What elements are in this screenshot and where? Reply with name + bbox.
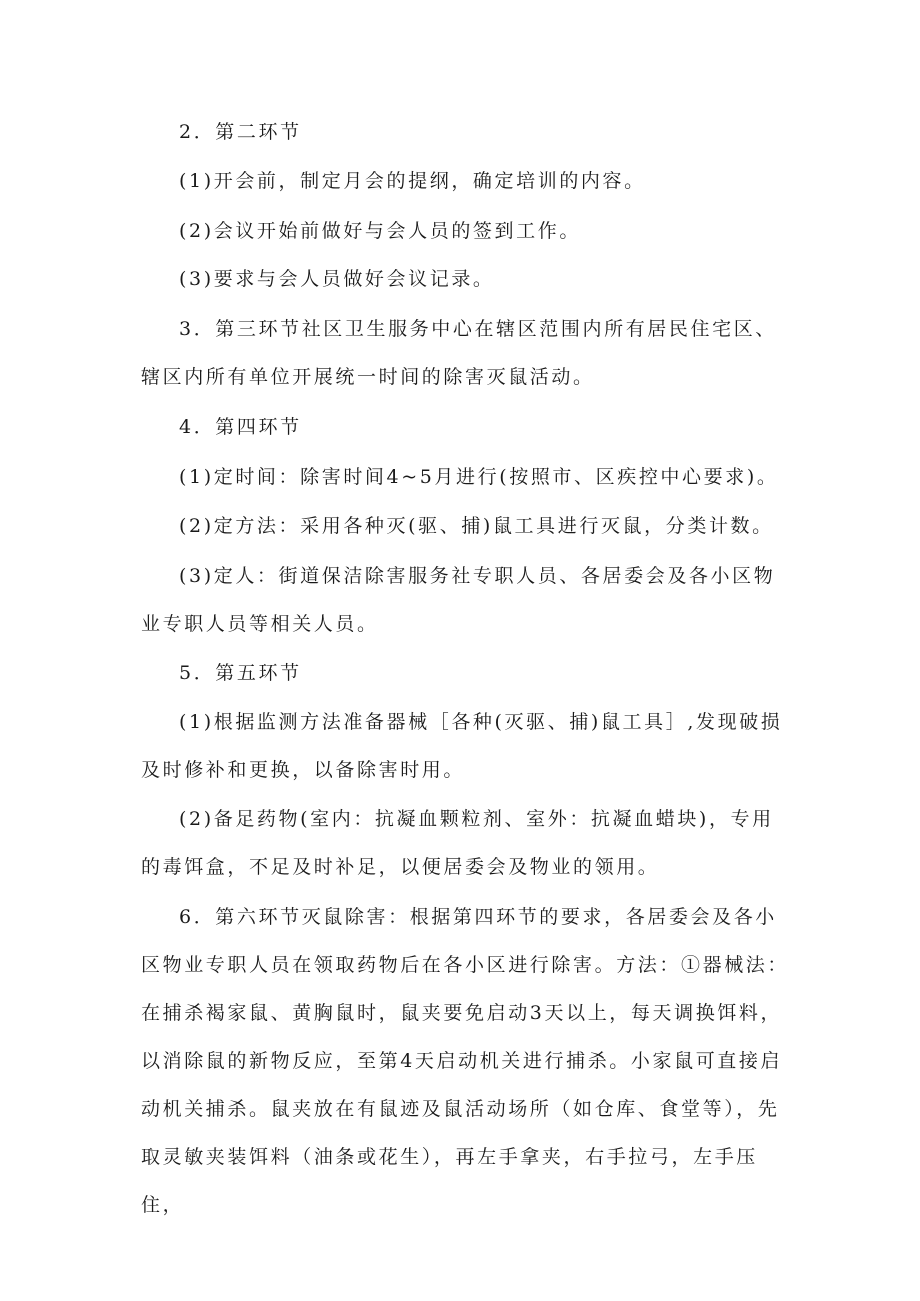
section-4-item-3: (3)定人：街道保洁除害服务社专职人员、各居委会及各小区物业专职人员等相关人员。 [141,565,776,635]
section-5-item-2: (2)备足药物(室内：抗凝血颗粒剂、室外：抗凝血蜡块)，专用的毒饵盒，不足及时补足，以便居委会及物业的领用。 [141,808,774,878]
section-4-heading: 4．第四环节 [179,416,302,438]
section-2-item-2: (2)会议开始前做好与会人员的签到工作。 [179,220,581,242]
section-4-item-1: (1)定时间：除害时间4~5月进行(按照市、区疾控中心要求)。 [179,466,779,488]
section-2-item-3: (3)要求与会人员做好会议记录。 [179,268,495,290]
section-4-item-2: (2)定方法：采用各种灭(驱、捕)鼠工具进行灭鼠，分类计数。 [179,515,774,537]
section-2-heading: 2．第二环节 [179,121,302,143]
section-6-paragraph: 6．第六环节灭鼠除害：根据第四环节的要求，各居委会及各小区物业专职人员在领取药物后在各小区进行除害。方法：①器械法：在捕杀褐家鼠、黄胸鼠时，鼠夹要免启动3天以上，每天调换饵料，以消除鼠的新物反应，至第4天启动机关进行捕杀。小家鼠可直接启动机关捕杀。鼠夹放在有鼠迹及鼠活动场所（如仓库、食堂等），先取灵敏夹装饵料（油条或花生），再左手拿夹，右手拉弓，左手压住， [141,906,790,1216]
section-2-item-1: (1)开会前，制定月会的提纲，确定培训的内容。 [179,170,646,192]
section-5-item-1: (1)根据监测方法准备器械［各种(灭驱、捕)鼠工具］,发现破损及时修补和更换，以备除害时用。 [141,711,783,781]
section-3-paragraph: 3．第三环节社区卫生服务中心在辖区范围内所有居民住宅区、辖区内所有单位开展统一时间的除害灭鼠活动。 [141,318,777,388]
section-5-heading: 5．第五环节 [179,662,302,684]
